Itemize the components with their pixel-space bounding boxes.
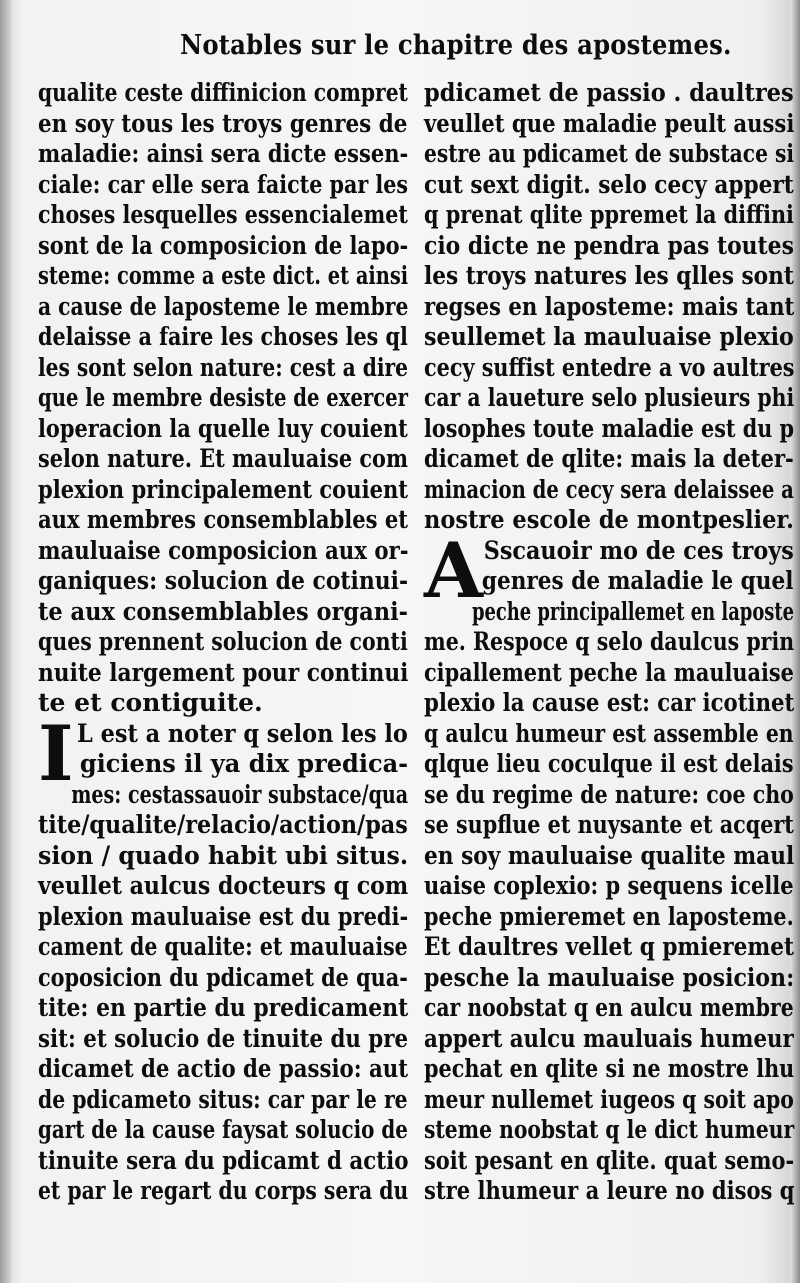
- drop-cap-right: A: [424, 525, 483, 615]
- text-line: dicamet de qlite: mais la deter-: [424, 444, 794, 473]
- text-line: loperacion la quelle luy couient: [38, 413, 408, 443]
- text-line: plexion mauluaise est du predi-: [38, 901, 409, 931]
- text-line: qlque lieu coculque il est delais: [424, 749, 794, 778]
- text-line: pdicamet de passio . daultres: [424, 78, 794, 107]
- text-line: Et daultres vellet q pmieremet: [424, 932, 794, 961]
- text-line: tinuite sera du pdicamt d actio: [38, 1145, 409, 1175]
- text-line: Sscauoir mo de ces troys: [483, 535, 794, 565]
- text-line: steme noobstat q le dict humeur: [424, 1115, 795, 1144]
- text-line: ques prennent solucion de conti: [38, 627, 408, 656]
- text-line: steme: comme a este dict. et ainsi: [38, 261, 409, 290]
- text-line: regses en laposteme: mais tant: [424, 291, 795, 321]
- text-line: losophes toute maladie est du p: [424, 413, 795, 443]
- right-column: [424, 78, 794, 1207]
- text-line: coposicion du pdicamet de qua-: [38, 962, 408, 992]
- right-column-paragraph-2: [424, 525, 795, 1207]
- text-line: q aulcu humeur est assemble en: [424, 718, 794, 748]
- drop-cap-left: I: [38, 708, 74, 798]
- text-line: nostre escole de montpeslier.: [424, 505, 795, 534]
- text-line: ganiques: solucion de cotinui-: [38, 566, 409, 595]
- text-line: nuite largement pour continui: [38, 657, 409, 687]
- text-line: estre au pdicamet de substace si: [424, 139, 795, 168]
- text-line: plexion principalement couient: [38, 474, 409, 504]
- text-line: se supflue et nuysante et acqert: [424, 810, 794, 839]
- text-line: maladie: ainsi sera dicte essen-: [38, 139, 409, 168]
- text-line: se du regime de nature: coe cho: [424, 779, 794, 809]
- text-line: q prenat qlite ppremet la diffini: [424, 200, 794, 229]
- text-line: les sont selon nature: cest a dire: [38, 352, 409, 382]
- text-line: mes: cestassauoir substace/qua: [71, 779, 409, 809]
- text-line: en soy mauluaise qualite maul: [424, 840, 795, 870]
- text-line: tite/qualite/relacio/action/pas: [38, 810, 408, 839]
- text-line: uaise coplexio: p sequens icelle: [424, 871, 794, 900]
- text-line: delaisse a faire les choses les ql: [38, 322, 408, 351]
- left-column-text-block-1: [38, 78, 408, 719]
- text-line: car a laueture selo plusieurs phi: [424, 383, 795, 412]
- page-gutter-shadow: [0, 0, 12, 1283]
- text-line: sit: et solucio de tinuite du pre: [38, 1023, 409, 1053]
- text-line: cut sext digit. selo cecy appert: [424, 169, 794, 199]
- text-line: gart de la cause faysat solucio de: [38, 1115, 408, 1144]
- left-column: [38, 78, 408, 1207]
- text-line: minacion de cecy sera delaissee a: [424, 474, 794, 504]
- text-line: plexio la cause est: car icotinet: [424, 688, 795, 717]
- text-line: car noobstat q en aulcu membre: [424, 993, 794, 1022]
- text-line: dicamet de actio de passio: aut: [38, 1054, 409, 1083]
- text-line: me. Respoce q selo daulcus prin: [424, 627, 795, 656]
- text-line: seullemet la mauluaise plexio: [424, 322, 794, 351]
- text-line: choses lesquelles essencialemet: [38, 200, 408, 229]
- text-line: mauluaise composicion aux or-: [38, 535, 409, 565]
- text-line: cament de qualite: et mauluaise: [38, 932, 408, 961]
- text-line: en soy tous les troys genres de: [38, 108, 408, 138]
- text-line: de pdicameto situs: car par le re: [38, 1084, 408, 1114]
- text-line: L est a noter q selon les lo: [77, 718, 408, 748]
- text-line: cio dicte ne pendra pas toutes: [424, 230, 794, 260]
- text-line: pechat en qlite si ne mostre lhu: [424, 1054, 795, 1083]
- text-line: selon nature. Et mauluaise com: [38, 444, 408, 473]
- text-line: ciale: car elle sera faicte par les: [38, 169, 409, 199]
- text-line: meur nullemet iugeos q soit apo: [424, 1084, 794, 1114]
- text-line: tite: en partie du predicament: [38, 993, 409, 1022]
- text-line: te et contiguite.: [38, 688, 263, 717]
- text-line: sion / quado habit ubi situs.: [38, 840, 409, 870]
- text-line: et par le regart du corps sera du: [38, 1176, 409, 1205]
- text-line: que le membre desiste de exercer: [38, 383, 408, 412]
- right-column-text-block-2: [424, 525, 795, 1207]
- text-line: a cause de laposteme le membre: [38, 291, 409, 321]
- text-line: aux membres consemblables et: [38, 505, 409, 534]
- text-line: te aux consemblables organi-: [38, 596, 408, 626]
- right-column-text-block-1: [424, 78, 794, 536]
- text-line: peche pmieremet en laposteme.: [424, 901, 794, 931]
- text-line: veullet que maladie peult aussi: [424, 108, 795, 138]
- text-line: qualite ceste diffinicion compret: [38, 78, 408, 107]
- text-line: veullet aulcus docteurs q com: [38, 871, 409, 900]
- text-line: soit pesant en qlite. quat semo-: [424, 1145, 795, 1175]
- text-line: sont de la composicion de lapo-: [38, 230, 409, 260]
- text-line: cecy suffist entedre a vo aultres: [424, 352, 795, 382]
- text-line: les troys natures les qlles sont: [424, 261, 794, 290]
- left-column-text-block-2: [38, 708, 409, 1207]
- text-line: peche principallemet en laposte: [471, 596, 795, 626]
- text-line: pesche la mauluaise posicion:: [424, 962, 795, 992]
- text-line: appert aulcu mauluais humeur: [424, 1023, 794, 1053]
- left-column-paragraph-2: [38, 708, 409, 1207]
- running-head: Notables sur le chapitre des apostemes.: [180, 30, 732, 61]
- text-line: stre lhumeur a leure no disos q: [424, 1176, 795, 1205]
- text-line: giciens il ya dix predica-: [79, 749, 409, 778]
- text-line: cipallement peche la mauluaise: [424, 657, 794, 687]
- text-line: genres de maladie le quel: [481, 566, 794, 595]
